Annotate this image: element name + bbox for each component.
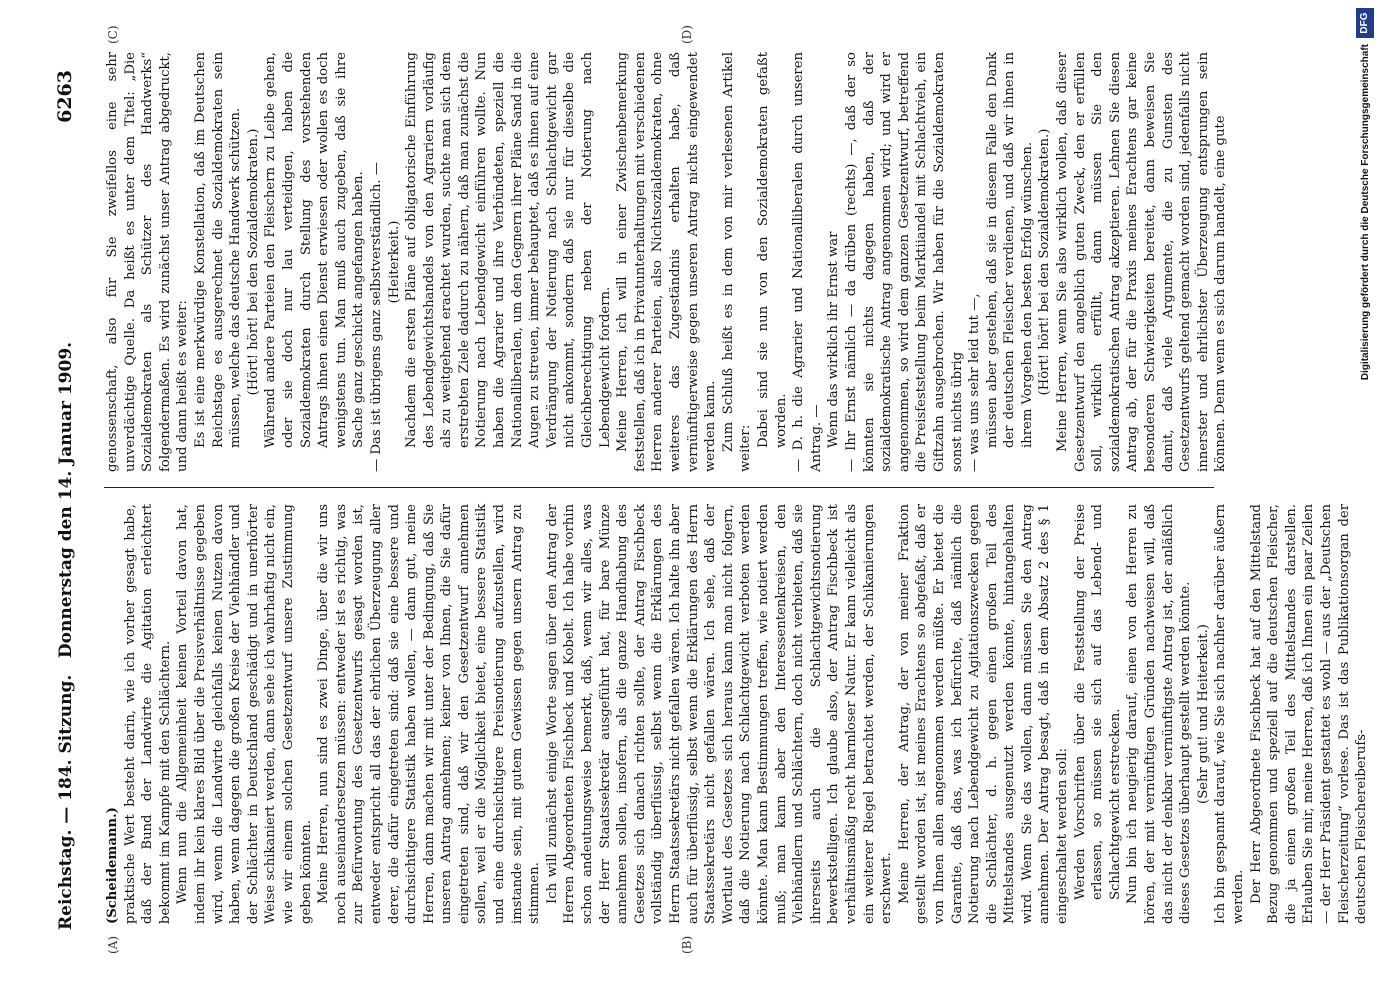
text-column-left [104, 504, 1370, 924]
paragraph: Ich bin gespannt darauf, wie Sie sich nachher darüber äußern werden. [1213, 504, 1246, 924]
paragraph: praktische Wert besteht darin, wie ich vorher gesagt habe, daß der Bund der Landwirte die Agitation erleichtert bekommt im Kampfe mit den Schlächtern. [122, 504, 173, 924]
paragraph: Meine Herren, der Antrag, der von meiner Fraktion gestellt worden ist, ist meines Erachtens so abgefaßt, daß er von Ihnen allen angenommen werden müßte. Er bietet die Garantie, daß das, was ich befürchte, daß nämlich die Notierung nach Lebendgewicht zu Agitationszwecken gegen die Schlächter, d. h. gegen einen großen Teil des Mittelstandes ausgenutzt werden könnte, hintangehalten wird. Wenn Sie das wollen, dann müssen Sie den Antrag annehmen. Der Antrag besagt, daß in dem Absatz 2 des § 1 eingeschaltet werden soll: [896, 504, 1071, 924]
quoted-passage: Nachdem die ersten Pläne auf obligatorische Einführung des Lebendgewichtshandels von den Agrariern vorläufig als zu weitgehend erachtet wurden, suchte man sich dem erstrebten Ziele dadurch zu nähern, daß man zunächst die Notierung nach Lebendgewicht einführen wollte. Nun haben die Agrarier und ihre Verbündeten, speziell die Nationalliberalen, um den Gegnern ihrer Pläne Sand in die Augen zu streuen, immer behauptet, daß es ihnen auf eine Verdrängung der Notierung nach Schlachtgewicht gar nicht ankommt, sondern daß sie nur für dieselbe die Gleichberechtigung neben der Notierung nach Lebendgewicht fordern. [404, 52, 613, 448]
header-title: Reichstag. — 184. Sitzung. [56, 674, 76, 930]
dfg-logo: DFG [1356, 8, 1374, 38]
paragraph: — Das ist übrigens ganz selbstverständlich. — [368, 162, 384, 472]
quoted-passage: Werden Vorschriften über die Feststellung der Preise erlassen, so müssen sie sich auf das Lebend- und Schlachtgewicht erstrecken. [1072, 504, 1123, 900]
header-date: Donnerstag den 14. Januar 1909. [56, 341, 76, 659]
digitization-credit: Digitalisierung gefördert durch die Deutsche Forschungsgemeinschaft [1360, 44, 1371, 381]
margin-marker-c: (C) [106, 25, 120, 44]
column-divider [104, 487, 1214, 488]
quoted-passage: Dabei sind sie nun von den Sozialdemokraten gefaßt worden. [755, 52, 789, 448]
paragraph: — D. h. die Agrarier und Nationalliberalen durch unseren Antrag. — [791, 52, 824, 472]
speaker-name: (Scheidemann.) [105, 807, 120, 924]
page-header [50, 70, 84, 930]
paragraph: — was uns sehr leid tut —, [967, 293, 983, 472]
interjection: (Hört! hört! bei den Sozialdemokraten.) [1037, 128, 1053, 396]
page-number: 6263 [54, 70, 76, 123]
margin-marker-d: (D) [680, 25, 694, 44]
margin-marker-a: (A) [106, 935, 120, 954]
interjection: (Sehr gut! und Heiterkeit.) [1195, 624, 1211, 804]
quoted-passage: Wenn das wirklich ihr Ernst war [826, 231, 842, 448]
paragraph: Nun bin ich neugierig darauf, einen von den Herren zu hören, der mit vernünftigen Gründen nachweisen will, daß das nicht der denkbar vernünftigste Antrag ist, der anläßlich dieses Gesetzes überhaupt gestellt werden könnte. [1125, 504, 1194, 924]
paragraph: Zum Schluß heißt es in dem von mir verlesenen Artikel weiter: [720, 52, 754, 472]
interjection: (Heiterkeit.) [386, 220, 402, 304]
paragraph: Meine Herren, nun sind es zwei Dinge, über die wir uns noch auseinandersetzen müssen: entweder ist es richtig, was zur Befürwortung des Gesetzentwurfs gesagt worden ist, entweder entspricht all das der ehrlichen Überzeugung aller derer, die dafür eingetreten sind: daß sie eine bessere und durchsichtigere Statistik haben wollen, — dann gut, meine Herren, dann machen wir mit unter der Bedingung, daß Sie unseren Antrag annehmen; keiner von Ihnen, die Sie dafür eingetreten sind, daß wir den Gesetzentwurf annehmen sollen, weil er die Möglichkeit bietet, eine bessere Statistik und eine durchsichtigere Preisnotierung aufzustellen, wird imstande sein, mit gutem Gewissen gegen unsern Antrag zu stimmen. [316, 504, 543, 924]
paragraph: Der Herr Abgeordnete Fischbeck hat auf den Mittelstand Bezug genommen und speziell auf die deutschen Fleischer, die ja einen großen Teil des Mittelstandes darstellen. Erlauben Sie mir, meine Herren, daß ich Ihnen ein paar Zeilen — der Herr Präsident gestattet es wohl — aus der „Deutschen Fleischerzeitung“ vorlese. Das ist das Publikationsorgan der deutschen Fleischereiberufs- [1248, 504, 1370, 924]
margin-marker-b: (B) [680, 935, 694, 954]
paragraph: Wenn nun die Allgemeinheit keinen Vorteil davon hat, indem ihr kein klares Bild über die Preisverhältnisse gegeben wird, wenn die Landwirte gleichfalls keinen Nutzen davon haben, wenn dagegen die großen Kreise der Viehhändler und der Schlächter in Deutschland geschädigt und in unerhörter Weise schikaniert werden, dann sehe ich wahrhaftig nicht ein, wie wir einem solchen Gesetzentwurf unsere Zustimmung geben könnten. [175, 504, 314, 924]
interjection: (Hört! hört! bei den Sozialdemokraten.) [245, 128, 261, 396]
paragraph: Meine Herren, ich will in einer Zwischenbemerkung feststellen, daß ich in Privatunterhaltungen mit verschiedenen Herren anderer Parteien, also Nichtsozialdemokraten, ohne weiteres das Zugeständnis erhalten habe, daß vernünftigerweise gegen unseren Antrag nichts eingewendet werden kann. [615, 52, 719, 472]
quoted-passage: Während andere Parteien den Fleischern zu Leibe gehen, oder sie doch nur lau verteidigen, haben die Sozialdemokraten durch Stellung des vorstehenden Antrags ihnen einen Dienst erwiesen oder wollen es doch wenigstens tun. Man muß auch zugeben, daß sie ihre Sache ganz geschickt angefangen haben. [263, 52, 367, 448]
paragraph: genossenschaft, also für Sie zweifellos eine sehr unverdächtige Quelle. Da heißt es unter dem Titel: „Die Sozialdemokraten als Schützer des Handwerks“ folgendermaßen. Es wird zunächst unser Antrag abgedruckt, und dann heißt es weiter: [105, 52, 191, 472]
quoted-passage: Es ist eine merkwürdige Konstellation, daß im Deutschen Reichstage es ausgerechnet die Sozialdemokraten sein müssen, welche das deutsche Handwerk schützen. [192, 52, 244, 448]
paragraph: Meine Herren, wenn Sie also wirklich wollen, daß dieser Gesetzentwurf den angeblich guten Zweck, den er erfüllen soll, wirklich erfüllt, dann müssen Sie den sozialdemokratischen Antrag akzeptieren. Lehnen Sie diesen Antrag ab, der für die Praxis meines Erachtens gar keine besonderen Schwierigkeiten bereitet, dann beweisen Sie damit, daß viele Argumente, die zu Gunsten des Gesetzentwurfs geltend gemacht worden sind, jedenfalls nicht innerster und ehrlichster Überzeugung entsprungen sein können. Denn wenn es sich darum handelt, eine gute [1055, 52, 1229, 472]
text-column-right [104, 52, 1229, 472]
quoted-passage: müssen aber gestehen, daß sie in diesem Falle den Dank der deutschen Fleischer verdienen, und daß wir ihnen in ihrem Vorgehen den besten Erfolg wünschen. [984, 52, 1035, 448]
paragraph: Ich will zunächst einige Worte sagen über den Antrag der Herren Abgeordneten Fischbeck und Kobelt. Ich habe vorhin schon andeutungsweise bemerkt, daß, wenn wir alles, was der Herr Staatssekretär ausgeführt hat, für bare Münze annehmen sollen, insofern, als die ganze Handhabung des Gesetzes sich danach richten sollte, der Antrag Fischbeck vollständig überflüssig, selbst wenn die Erklärungen des Herrn Staatssekretärs nicht gefallen wären. Ich halte ihn aber auch für überflüssig, selbst wenn die Erklärungen des Herrn Staatssekretärs nicht gefallen wären. Ich sehe, daß der Wortlaut des Gesetzes sich heraus kann man nicht folgern, daß die Notierung nach Schlachtgewicht verboten werden könnte. Man kann Bestimmungen treffen, wie notiert werden muß; man kann aber den Interessentenkreisen, den Viehhändlern und Schlächtern, doch nicht verbieten, daß sie ihrerseits auch die Schlachtgewichtsnotierung bewerkstelligen. Ich glaube also, der Antrag Fischbeck ist verhältnismäßig recht harmloser Natur. Er kann vielleicht als ein weiterer Riegel betrachtet werden, der Schikanierungen erschwert. [544, 504, 895, 924]
paragraph: — Ihr Ernst nämlich — da drüben (rechts) —, daß der so könnten sie nichts dagegen haben, daß der sozialdemokratische Antrag angenommen wird; und wird er angenommen, so wird dem ganzen Gesetzentwurf, betreffend die Preisfeststellung beim Marktiiandel mit Schlachtvieh, ein Giftzahn ausgebrochen. Wir haben für die Sozialdemokraten sonst nichts übrig [843, 52, 965, 472]
